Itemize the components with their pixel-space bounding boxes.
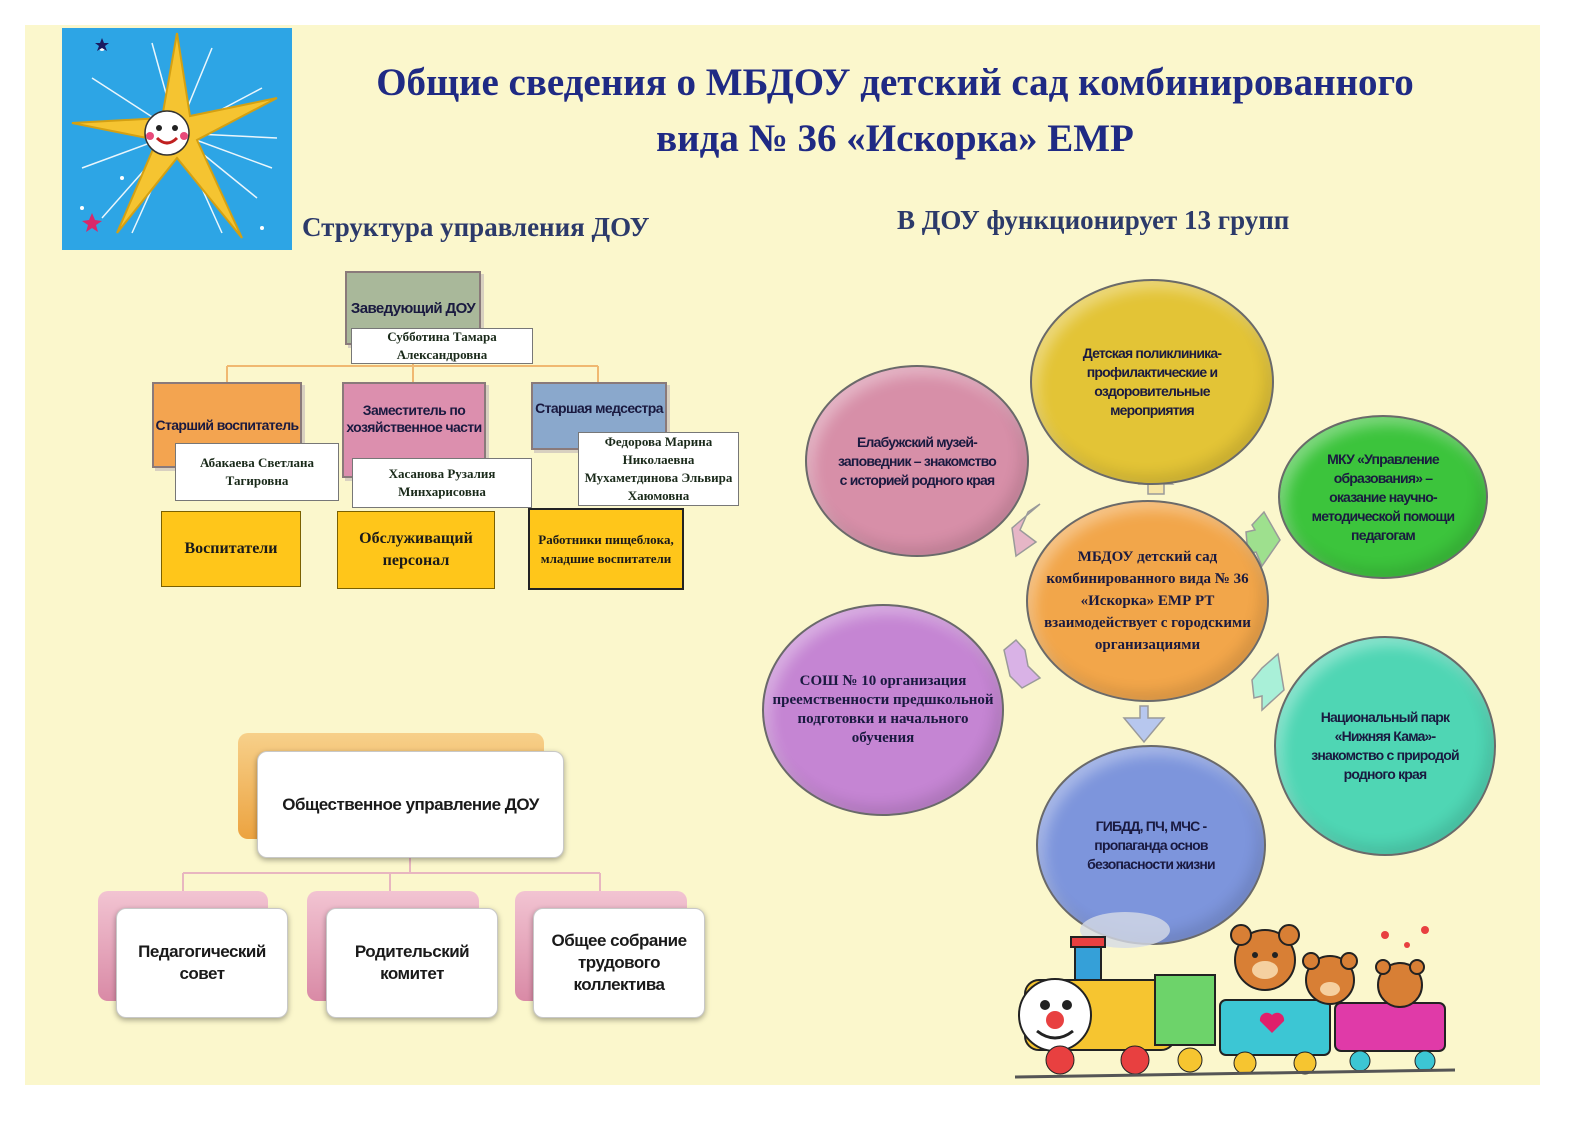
senior-teacher-name-box: Абакаева Светлана Тагировна: [175, 443, 339, 501]
partner-national-park-bubble: Национальный парк «Нижняя Кама»- знакомство с природой родного края: [1274, 636, 1496, 856]
staff-service-box: Обслуживащий персонал: [337, 511, 495, 589]
parent-committee-box: Родительский комитет: [326, 908, 498, 1018]
toy-train-bears-icon: [1005, 905, 1460, 1085]
groups-count-heading: В ДОУ функционирует 13 групп: [897, 205, 1290, 235]
partner-education-bubble: МКУ «Управление образования» – оказание научно-методической помощи педагогам: [1278, 415, 1488, 579]
deputy-name-box: Хасанова Рузалия Минхарисовна: [352, 458, 532, 508]
partner-safety-bubble: ГИБДД, ПЧ, МЧС - пропаганда основ безопасности жизни: [1036, 745, 1266, 945]
staff-kitchen-box: Работники пищеблока, младшие воспитатели: [528, 508, 684, 590]
deputy-role-box: Заместитель по хозяйственное части: [342, 382, 486, 478]
center-organization-bubble: МБДОУ детский сад комбинированного вида № 36 «Искорка» ЕМР РТ взаимодействует с городскими организациями: [1026, 500, 1269, 702]
staff-teachers-box: Воспитатели: [161, 511, 301, 587]
nurse-name-box: Федорова Марина Николаевна Мухаметдинова Эльвира Хаюмовна: [578, 432, 739, 506]
nurse-role-box: Старшая медсестра: [531, 382, 667, 450]
partner-school-bubble: СОШ № 10 организация преемственности предшкольной подготовки и начального обучения: [762, 604, 1004, 816]
senior-teacher-role-box: Старший воспитатель: [152, 382, 302, 468]
public-management-box: Общественное управление ДОУ: [257, 751, 564, 858]
page-title: Общие сведения о МБДОУ детский сад комбинированного вида № 36 «Искорка» ЕМР: [376, 61, 1414, 160]
management-structure-heading: Структура управления ДОУ: [302, 212, 650, 242]
partner-clinic-bubble: Детская поликлиника-профилактические и оздоровительные мероприятия: [1030, 279, 1274, 485]
general-assembly-box: Общее собрание трудового коллектива: [533, 908, 705, 1018]
partner-museum-bubble: Елабужский музей-заповедник – знакомство с историей родного края: [805, 365, 1029, 557]
pedagogical-council-box: Педагогический совет: [116, 908, 288, 1018]
head-name-box: Субботина Тамара Александровна: [351, 328, 533, 364]
head-role-box: Заведующий ДОУ: [345, 271, 481, 345]
